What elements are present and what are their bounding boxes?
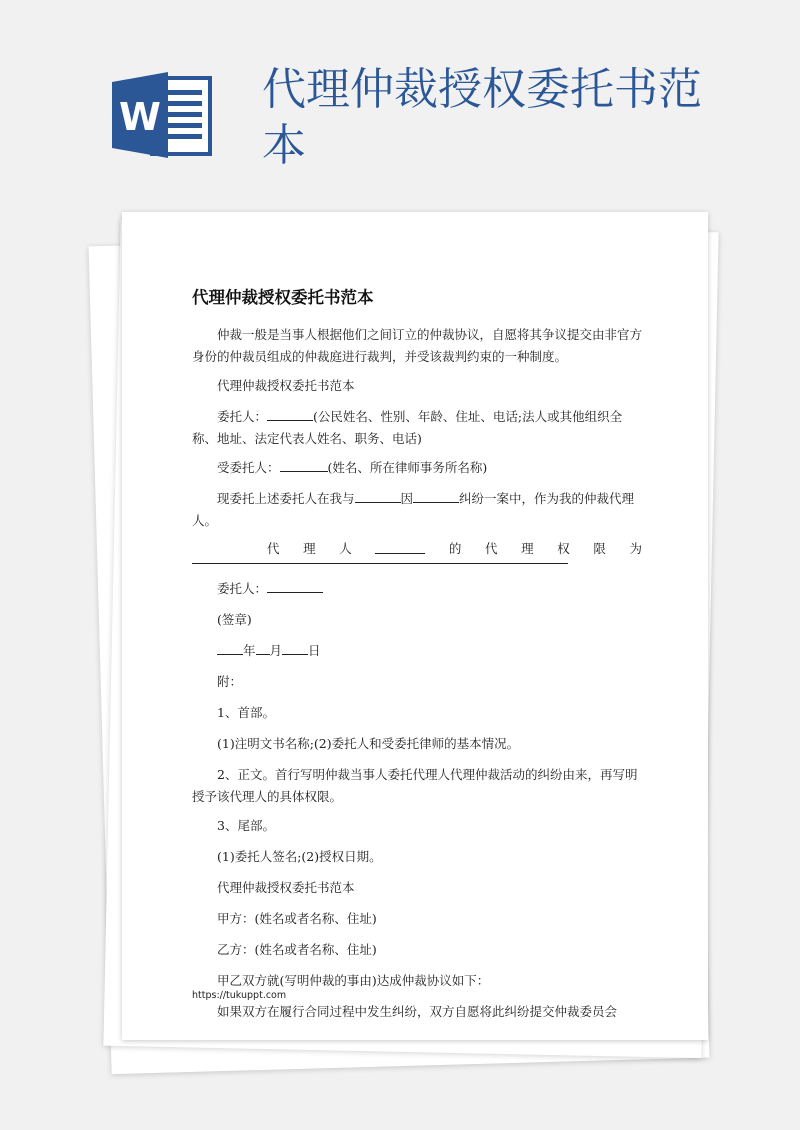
word-document-icon <box>112 72 212 158</box>
principal-label: 委托人： <box>217 409 268 424</box>
principal-line <box>192 406 642 450</box>
day-blank[interactable] <box>282 640 308 655</box>
authority-char: 限 <box>593 541 606 556</box>
entrust-text: 现委托上述委托人在我与 <box>217 491 355 506</box>
appendix-item-detail: (1)注明文书名称;(2)委托人和受委托律师的基本情况。 <box>217 736 520 751</box>
party-b-line: 乙方：(姓名或者名称、住址) <box>217 942 377 957</box>
document-page <box>122 212 708 1040</box>
party-a-line: 甲方：(姓名或者名称、住址) <box>217 911 377 926</box>
page-title: 代理仲裁授权委托书范本 <box>262 64 702 171</box>
authority-char: 理 <box>303 541 316 556</box>
document-body <box>192 324 642 1032</box>
date-line <box>192 640 642 662</box>
authority-char: 为 <box>629 541 642 556</box>
sign-principal-blank[interactable] <box>267 578 323 593</box>
appendix-item: 1、首部。 <box>217 705 275 720</box>
appendix-item: 2、正文。首行写明仲裁当事人委托代理人代理仲裁活动的纠纷由来，再写明授予该代理人的具体权限。 <box>192 767 638 804</box>
authority-char: 代 <box>267 541 280 556</box>
dispute-blank[interactable] <box>413 488 459 503</box>
agent-blank[interactable] <box>280 457 328 472</box>
intro-paragraph: 仲裁一般是当事人根据他们之间订立的仲裁协议，自愿将其争议提交由非官方身份的仲裁员组成的仲裁庭进行裁判，并受该裁判约束的一种制度。 <box>192 327 643 364</box>
year-label: 年 <box>243 643 256 658</box>
entrust-text: 纠纷一案中，作为我的仲裁代理人。 <box>192 491 635 528</box>
entrust-line <box>192 488 642 532</box>
agent-line <box>192 457 642 479</box>
year-blank[interactable] <box>217 640 243 655</box>
opponent-blank[interactable] <box>355 488 401 503</box>
agent-note: (姓名、所在律师事务所名称) <box>327 460 488 475</box>
month-label: 月 <box>269 643 283 658</box>
authority-char: 权 <box>557 541 570 556</box>
section-heading: 代理仲裁授权委托书范本 <box>217 880 355 895</box>
seal-text: (签章) <box>217 612 252 627</box>
agreement-line: 甲乙双方就(写明仲裁的事由)达成仲裁协议如下： <box>217 973 490 988</box>
authority-char: 理 <box>521 541 534 556</box>
sign-principal-label: 委托人： <box>217 581 268 596</box>
authority-char: 的 <box>448 541 462 556</box>
sign-principal-line <box>192 578 642 600</box>
clause-line: 如果双方在履行合同过程中发生纠纷，双方自愿将此纠纷提交仲裁委员会 <box>217 1004 618 1019</box>
month-blank[interactable] <box>256 640 270 655</box>
day-label: 日 <box>308 643 321 658</box>
principal-note: (公民姓名、性别、年龄、住址、电话;法人或其他组织全称、地址、法定代表人姓名、职务、电话) <box>192 409 623 446</box>
agent-label: 受委托人： <box>217 460 280 475</box>
word-icon-letter: W <box>119 95 161 139</box>
entrust-text: 因 <box>400 491 414 506</box>
document-title: 代理仲裁授权委托书范本 <box>192 288 374 307</box>
footer-url[interactable]: https://tukuppt.com <box>192 990 287 1001</box>
appendix-item-detail: (1)委托人签名;(2)授权日期。 <box>217 849 382 864</box>
section-heading: 代理仲裁授权委托书范本 <box>217 378 355 393</box>
appendix-label: 附： <box>217 674 243 689</box>
appendix-item: 3、尾部。 <box>217 818 275 833</box>
agent-name-blank[interactable] <box>375 539 425 554</box>
authority-line <box>192 539 642 559</box>
authority-fill-line[interactable] <box>192 561 568 564</box>
principal-blank[interactable] <box>267 406 313 421</box>
authority-char: 代 <box>485 541 498 556</box>
authority-char: 人 <box>339 541 352 556</box>
